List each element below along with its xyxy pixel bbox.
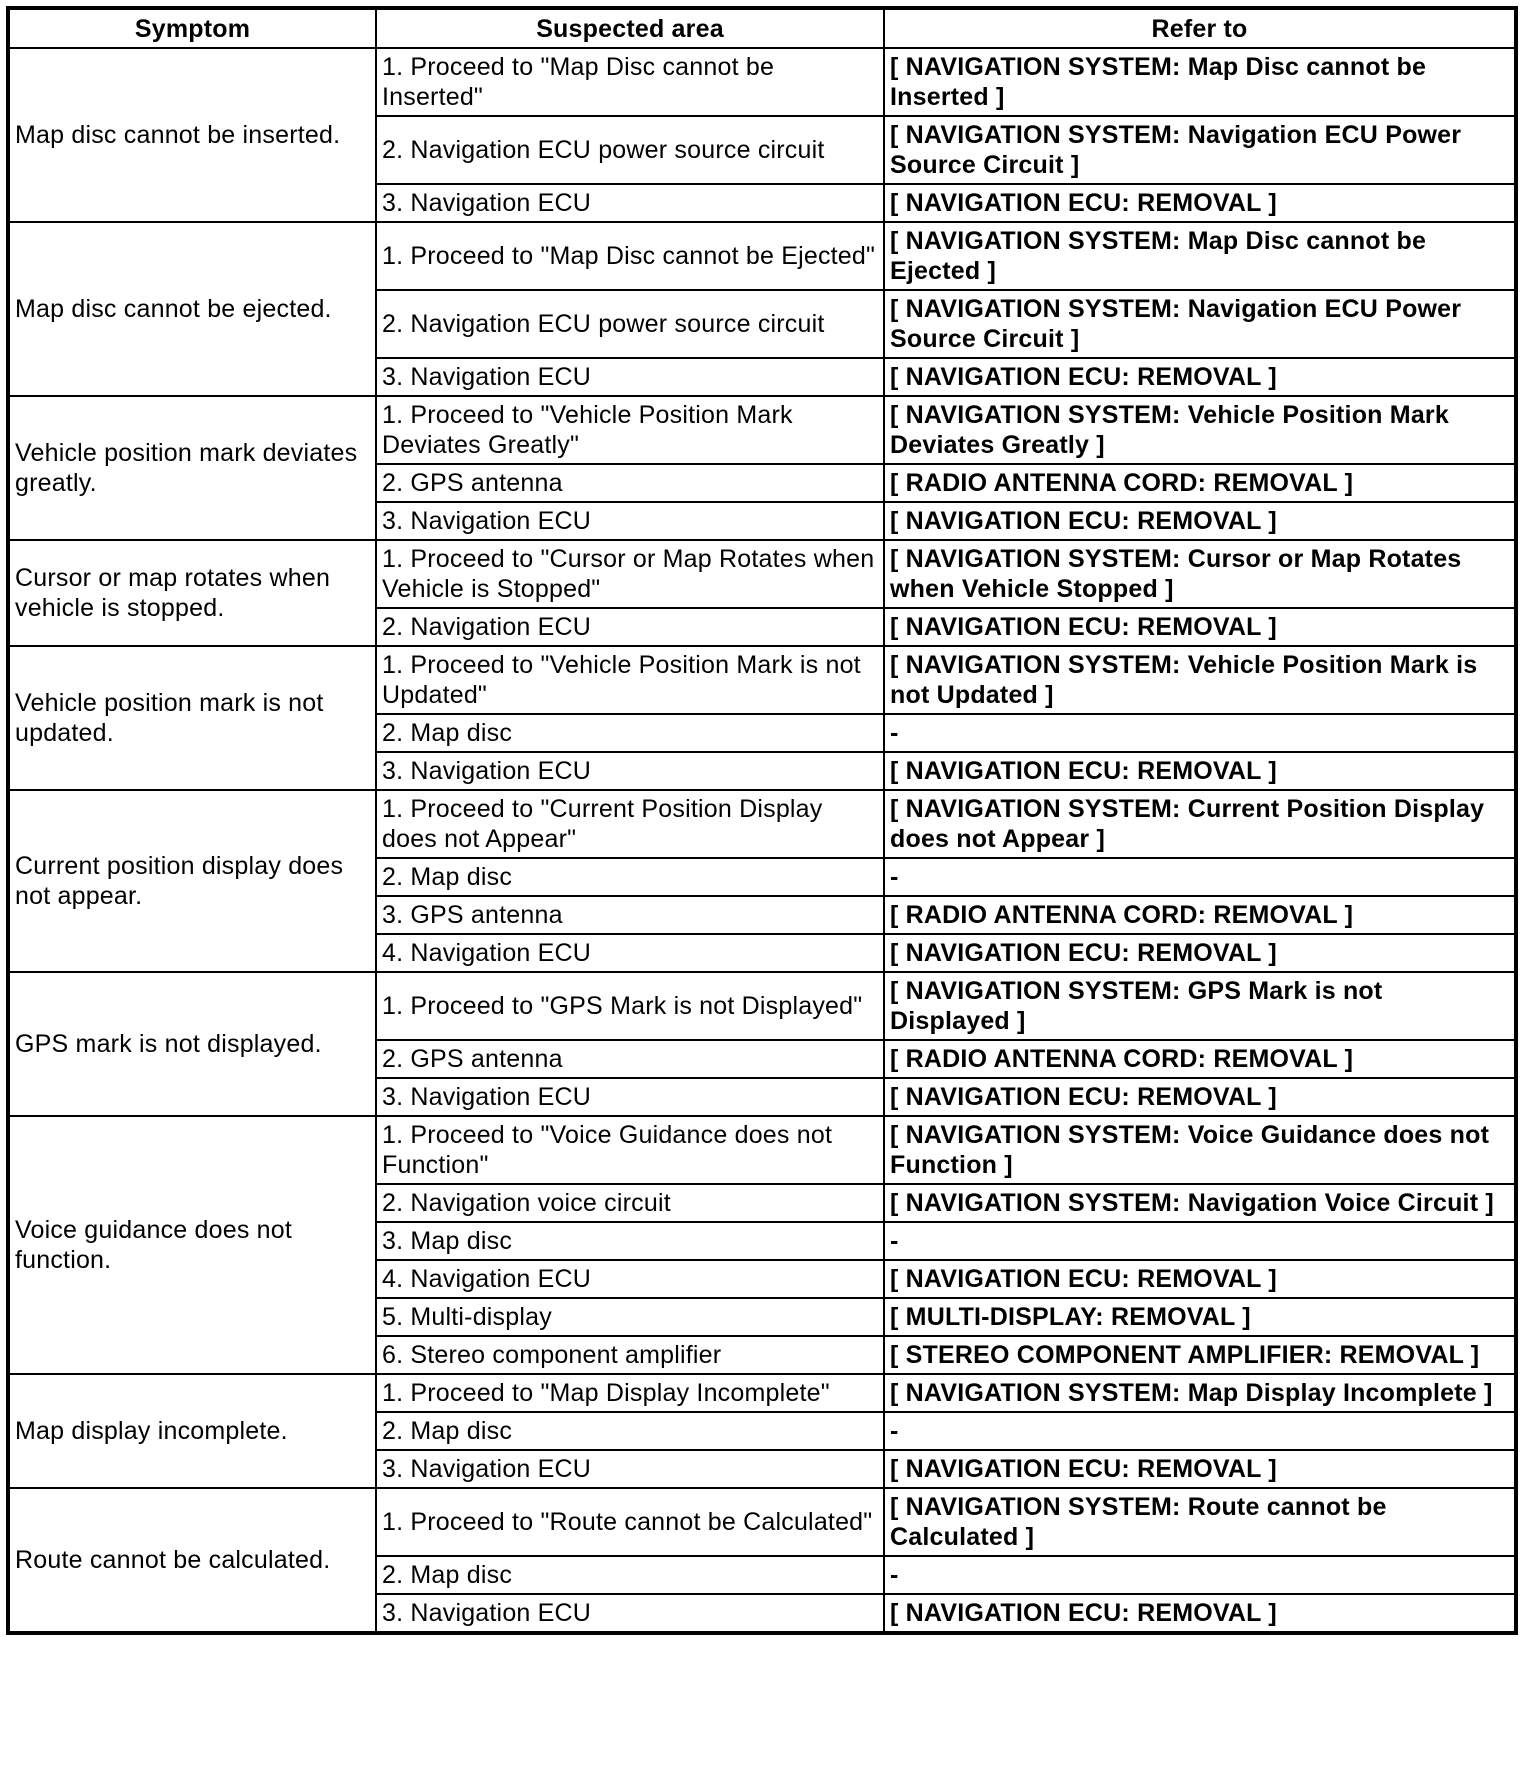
suspected-area-cell: 1. Proceed to "Map Disc cannot be Inserted" [376, 48, 884, 116]
suspected-area-cell: 1. Proceed to "Map Display Incomplete" [376, 1374, 884, 1412]
header-row [8, 8, 1516, 48]
refer-to-link[interactable]: [ NAVIGATION SYSTEM: Vehicle Position Mark is not Updated ] [884, 646, 1516, 714]
table-wrapper [6, 6, 1518, 1635]
table-row [8, 646, 1516, 714]
suspected-area-cell: 1. Proceed to "Vehicle Position Mark Deviates Greatly" [376, 396, 884, 464]
suspected-area-cell: 3. Navigation ECU [376, 358, 884, 396]
refer-to-link[interactable]: [ STEREO COMPONENT AMPLIFIER: REMOVAL ] [884, 1336, 1516, 1374]
symptom-cell: Vehicle position mark deviates greatly. [8, 396, 376, 540]
refer-to-link[interactable]: [ NAVIGATION SYSTEM: Voice Guidance does not Function ] [884, 1116, 1516, 1184]
suspected-area-cell: 3. Navigation ECU [376, 1594, 884, 1633]
suspected-area-cell: 1. Proceed to "Route cannot be Calculated" [376, 1488, 884, 1556]
suspected-area-cell: 1. Proceed to "Voice Guidance does not Function" [376, 1116, 884, 1184]
suspected-area-cell: 5. Multi-display [376, 1298, 884, 1336]
suspected-area-cell: 2. GPS antenna [376, 464, 884, 502]
refer-to-link[interactable]: [ RADIO ANTENNA CORD: REMOVAL ] [884, 896, 1516, 934]
refer-to-link[interactable]: [ RADIO ANTENNA CORD: REMOVAL ] [884, 1040, 1516, 1078]
refer-to-link: - [884, 858, 1516, 896]
refer-to-link[interactable]: [ NAVIGATION ECU: REMOVAL ] [884, 502, 1516, 540]
refer-to-link[interactable]: [ NAVIGATION ECU: REMOVAL ] [884, 1594, 1516, 1633]
table-row [8, 790, 1516, 858]
refer-to-link[interactable]: [ NAVIGATION ECU: REMOVAL ] [884, 1260, 1516, 1298]
header-symptom: Symptom [8, 8, 376, 48]
suspected-area-cell: 3. Navigation ECU [376, 1450, 884, 1488]
refer-to-link[interactable]: [ NAVIGATION ECU: REMOVAL ] [884, 1078, 1516, 1116]
refer-to-link[interactable]: [ NAVIGATION SYSTEM: Vehicle Position Mark Deviates Greatly ] [884, 396, 1516, 464]
suspected-area-cell: 1. Proceed to "Map Disc cannot be Ejected" [376, 222, 884, 290]
refer-to-link[interactable]: [ NAVIGATION SYSTEM: Navigation ECU Power Source Circuit ] [884, 290, 1516, 358]
refer-to-link: - [884, 1222, 1516, 1260]
symptom-cell: Cursor or map rotates when vehicle is stopped. [8, 540, 376, 646]
symptom-cell: Map disc cannot be ejected. [8, 222, 376, 396]
refer-to-link[interactable]: [ NAVIGATION ECU: REMOVAL ] [884, 934, 1516, 972]
suspected-area-cell: 2. Navigation ECU power source circuit [376, 116, 884, 184]
symptom-cell: Vehicle position mark is not updated. [8, 646, 376, 790]
table-row [8, 972, 1516, 1040]
refer-to-link[interactable]: [ NAVIGATION ECU: REMOVAL ] [884, 1450, 1516, 1488]
refer-to-link[interactable]: [ NAVIGATION SYSTEM: Route cannot be Calculated ] [884, 1488, 1516, 1556]
suspected-area-cell: 4. Navigation ECU [376, 1260, 884, 1298]
table-row [8, 1374, 1516, 1412]
symptom-cell: Map display incomplete. [8, 1374, 376, 1488]
table-row [8, 540, 1516, 608]
table-row [8, 222, 1516, 290]
symptom-cell: Current position display does not appear. [8, 790, 376, 972]
symptom-cell: Map disc cannot be inserted. [8, 48, 376, 222]
suspected-area-cell: 2. Navigation ECU [376, 608, 884, 646]
suspected-area-cell: 3. GPS antenna [376, 896, 884, 934]
refer-to-link[interactable]: [ NAVIGATION SYSTEM: Cursor or Map Rotates when Vehicle Stopped ] [884, 540, 1516, 608]
suspected-area-cell: 2. Map disc [376, 858, 884, 896]
refer-to-link[interactable]: [ MULTI-DISPLAY: REMOVAL ] [884, 1298, 1516, 1336]
refer-to-link[interactable]: [ NAVIGATION SYSTEM: Navigation Voice Circuit ] [884, 1184, 1516, 1222]
refer-to-link[interactable]: [ NAVIGATION SYSTEM: GPS Mark is not Displayed ] [884, 972, 1516, 1040]
suspected-area-cell: 3. Map disc [376, 1222, 884, 1260]
header-refer-to: Refer to [884, 8, 1516, 48]
symptom-cell: Route cannot be calculated. [8, 1488, 376, 1633]
suspected-area-cell: 3. Navigation ECU [376, 1078, 884, 1116]
refer-to-link[interactable]: [ NAVIGATION SYSTEM: Current Position Display does not Appear ] [884, 790, 1516, 858]
suspected-area-cell: 2. GPS antenna [376, 1040, 884, 1078]
refer-to-link[interactable]: [ NAVIGATION SYSTEM: Map Display Incomplete ] [884, 1374, 1516, 1412]
refer-to-link[interactable]: [ RADIO ANTENNA CORD: REMOVAL ] [884, 464, 1516, 502]
refer-to-link: - [884, 1412, 1516, 1450]
refer-to-link[interactable]: [ NAVIGATION SYSTEM: Map Disc cannot be Ejected ] [884, 222, 1516, 290]
suspected-area-cell: 3. Navigation ECU [376, 752, 884, 790]
suspected-area-cell: 3. Navigation ECU [376, 502, 884, 540]
refer-to-link: - [884, 1556, 1516, 1594]
suspected-area-cell: 2. Map disc [376, 714, 884, 752]
suspected-area-cell: 2. Navigation ECU power source circuit [376, 290, 884, 358]
table-body [8, 48, 1516, 1633]
suspected-area-cell: 1. Proceed to "GPS Mark is not Displayed" [376, 972, 884, 1040]
refer-to-link[interactable]: [ NAVIGATION ECU: REMOVAL ] [884, 608, 1516, 646]
problem-symptoms-table [6, 6, 1518, 1635]
header-suspected-area: Suspected area [376, 8, 884, 48]
refer-to-link[interactable]: [ NAVIGATION SYSTEM: Map Disc cannot be Inserted ] [884, 48, 1516, 116]
suspected-area-cell: 1. Proceed to "Vehicle Position Mark is not Updated" [376, 646, 884, 714]
symptom-cell: GPS mark is not displayed. [8, 972, 376, 1116]
refer-to-link[interactable]: [ NAVIGATION ECU: REMOVAL ] [884, 184, 1516, 222]
suspected-area-cell: 3. Navigation ECU [376, 184, 884, 222]
table-row [8, 1488, 1516, 1556]
suspected-area-cell: 2. Navigation voice circuit [376, 1184, 884, 1222]
suspected-area-cell: 4. Navigation ECU [376, 934, 884, 972]
refer-to-link[interactable]: [ NAVIGATION ECU: REMOVAL ] [884, 358, 1516, 396]
suspected-area-cell: 6. Stereo component amplifier [376, 1336, 884, 1374]
refer-to-link[interactable]: [ NAVIGATION ECU: REMOVAL ] [884, 752, 1516, 790]
refer-to-link[interactable]: [ NAVIGATION SYSTEM: Navigation ECU Power Source Circuit ] [884, 116, 1516, 184]
table-row [8, 1116, 1516, 1184]
suspected-area-cell: 2. Map disc [376, 1556, 884, 1594]
table-row [8, 48, 1516, 116]
suspected-area-cell: 1. Proceed to "Cursor or Map Rotates when Vehicle is Stopped" [376, 540, 884, 608]
suspected-area-cell: 1. Proceed to "Current Position Display does not Appear" [376, 790, 884, 858]
refer-to-link: - [884, 714, 1516, 752]
table-row [8, 396, 1516, 464]
symptom-cell: Voice guidance does not function. [8, 1116, 376, 1374]
suspected-area-cell: 2. Map disc [376, 1412, 884, 1450]
